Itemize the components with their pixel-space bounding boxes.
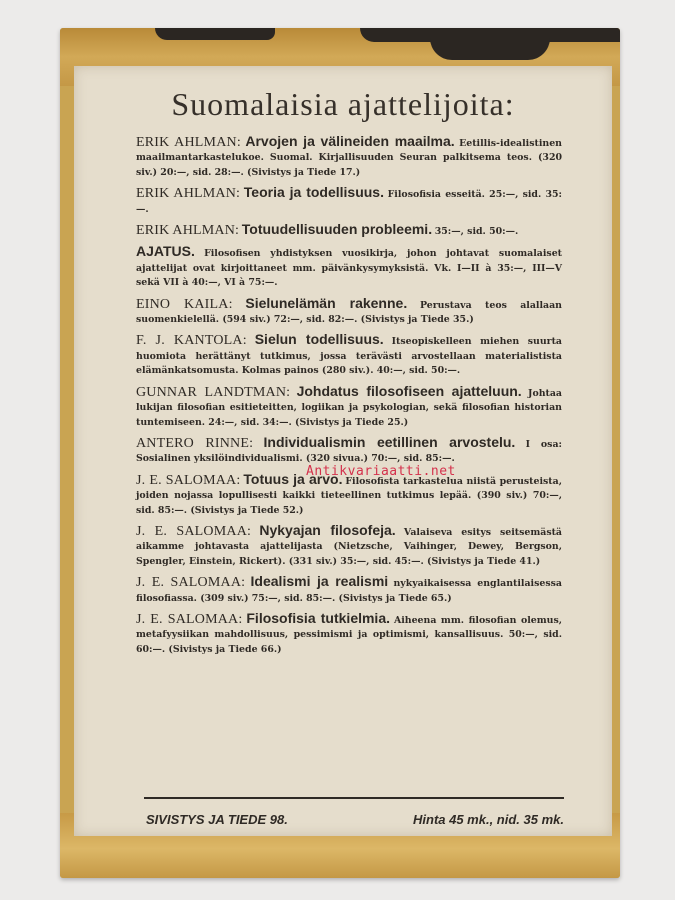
entry-description: Johtaa lukijan filosofian esitieteitten, logiikan ja psykologian, sekä filosofian historian tuntemiseen. 24:—, sid. 34:—. (Sivistys ja Tiede 25.)	[136, 387, 562, 428]
entry-title: Nykyajan filosofeja.	[259, 521, 396, 538]
book-entry	[136, 134, 562, 180]
entry-title: Teoria ja todellisuus.	[243, 184, 384, 201]
book-entry	[136, 384, 562, 430]
entry-description: Valaiseva esitys seitsemästä aikamme johtavasta ajattelijasta (Nietzsche, Vaihinger, Dewey, Bergson, Spengler, Einstein, Rickert). (331 siv.) 35:—, sid. 45:—. (Sivistys ja Tiede 41.)	[136, 526, 562, 567]
entry-title: Individualismin eetillinen arvostelu.	[263, 433, 516, 450]
entry-author: J. E. SALOMAA:	[136, 472, 241, 488]
torn-area	[155, 28, 275, 40]
entry-title: Totuus ja arvo.	[243, 470, 343, 487]
entry-author: J. E. SALOMAA:	[136, 523, 252, 539]
entry-author: GUNNAR LANDTMAN:	[136, 384, 291, 400]
book-entry	[136, 574, 562, 606]
entry-author: ANTERO RINNE:	[136, 435, 254, 451]
price-label: Hinta 45 mk., nid. 35 mk.	[413, 812, 564, 827]
entry-author: F. J. KANTOLA:	[136, 333, 247, 349]
book-back-cover	[60, 28, 620, 878]
entry-description: Filosofisia esseitä. 25:—, sid. 35:—.	[136, 189, 563, 215]
entry-description: Filosofista tarkastelua niistä perusteista, joiden nojassa lopullisesti kaikki tieteellinen tutkimus lepää. (390 siv.) 70:—, sid. 85:—. (Sivistys ja Tiede 52.)	[136, 475, 562, 516]
entry-author: EINO KAILA:	[136, 296, 233, 312]
entry-author: J. E. SALOMAA:	[136, 575, 246, 591]
series-label: SIVISTYS JA TIEDE 98.	[146, 812, 288, 827]
entry-description: Aiheena mm. filosofian olemus, metafyysiikan mahdollisuus, pessimismi ja optimismi, kansallisuus. 50:—, sid. 60:—. (Sivistys ja Tiede 66.)	[136, 614, 563, 655]
watermark-text: Antikvariaatti.net	[306, 464, 456, 479]
entry-title: AJATUS.	[136, 243, 195, 260]
book-entry	[136, 222, 562, 239]
entry-description: Perustava teos alallaan suomenkielellä. (594 siv.) 72:—, sid. 82:—. (Sivistys ja Tiede 35.)	[136, 299, 562, 326]
entry-description: Itseopiskelleen miehen suurta huomiota herättänyt tutkimus, jossa terävästi arvostellaan materialistista elämänkatsomusta. Kolmas painos (280 siv.). 40:—, sid. 50:—.	[136, 336, 562, 377]
entry-title: Arvojen ja välineiden maailma.	[245, 133, 455, 149]
entry-author: ERIK AHLMAN:	[136, 223, 240, 239]
entry-author: ERIK AHLMAN:	[136, 186, 241, 202]
book-entry	[136, 296, 562, 328]
book-list	[136, 134, 562, 662]
entry-author: ERIK AHLMAN:	[136, 135, 241, 150]
book-entry	[136, 185, 562, 217]
entry-title: Filosofisia tutkielmia.	[246, 609, 391, 626]
footer-divider	[144, 797, 564, 799]
entry-description: Filosofisen yhdistyksen vuosikirja, johon johtavat suomalaiset ajattelijat ovat kirjoittaneet mm. päivänkysymyksistä. Vk. I—II à 35:—, III—V sekä VII à 40:—, VI à 75:—.	[136, 248, 562, 289]
entry-title: Sielun todellisuus.	[254, 331, 384, 348]
book-entry	[136, 332, 562, 378]
entry-author: J. E. SALOMAA:	[136, 611, 243, 627]
entry-description: Eetillis-idealistinen maailmantarkastelukoe. Suomal. Kirjallisuuden Seuran palkitsema teos. (320 siv.) 20:—, sid. 28:—. (Sivistys ja Tiede 17.)	[136, 138, 562, 178]
page-heading: Suomalaisia ajattelijoita:	[171, 86, 515, 122]
book-entry	[136, 523, 562, 569]
book-entry	[136, 611, 562, 657]
entry-title: Totuudellisuuden probleemi.	[241, 221, 433, 238]
entry-description: nykyaikaisessa englantilaisessa filosofiassa. (309 siv.) 75:—, sid. 85:—. (Sivistys ja Tiede 65.)	[136, 578, 562, 604]
book-entry	[136, 244, 562, 290]
entry-description: 35:—, sid. 50:—.	[434, 226, 519, 238]
entry-title: Sielunelämän rakenne.	[245, 294, 408, 311]
dust-jacket-page	[74, 66, 612, 836]
torn-area	[430, 38, 550, 60]
entry-title: Johdatus filosofiseen ajatteluun.	[296, 382, 522, 399]
entry-description: I osa: Sosialinen yksilöindividualismi. (320 sivua.) 70:—, sid. 85:—.	[136, 438, 562, 465]
entry-title: Idealismi ja realismi	[250, 573, 389, 590]
book-entry	[136, 435, 562, 467]
